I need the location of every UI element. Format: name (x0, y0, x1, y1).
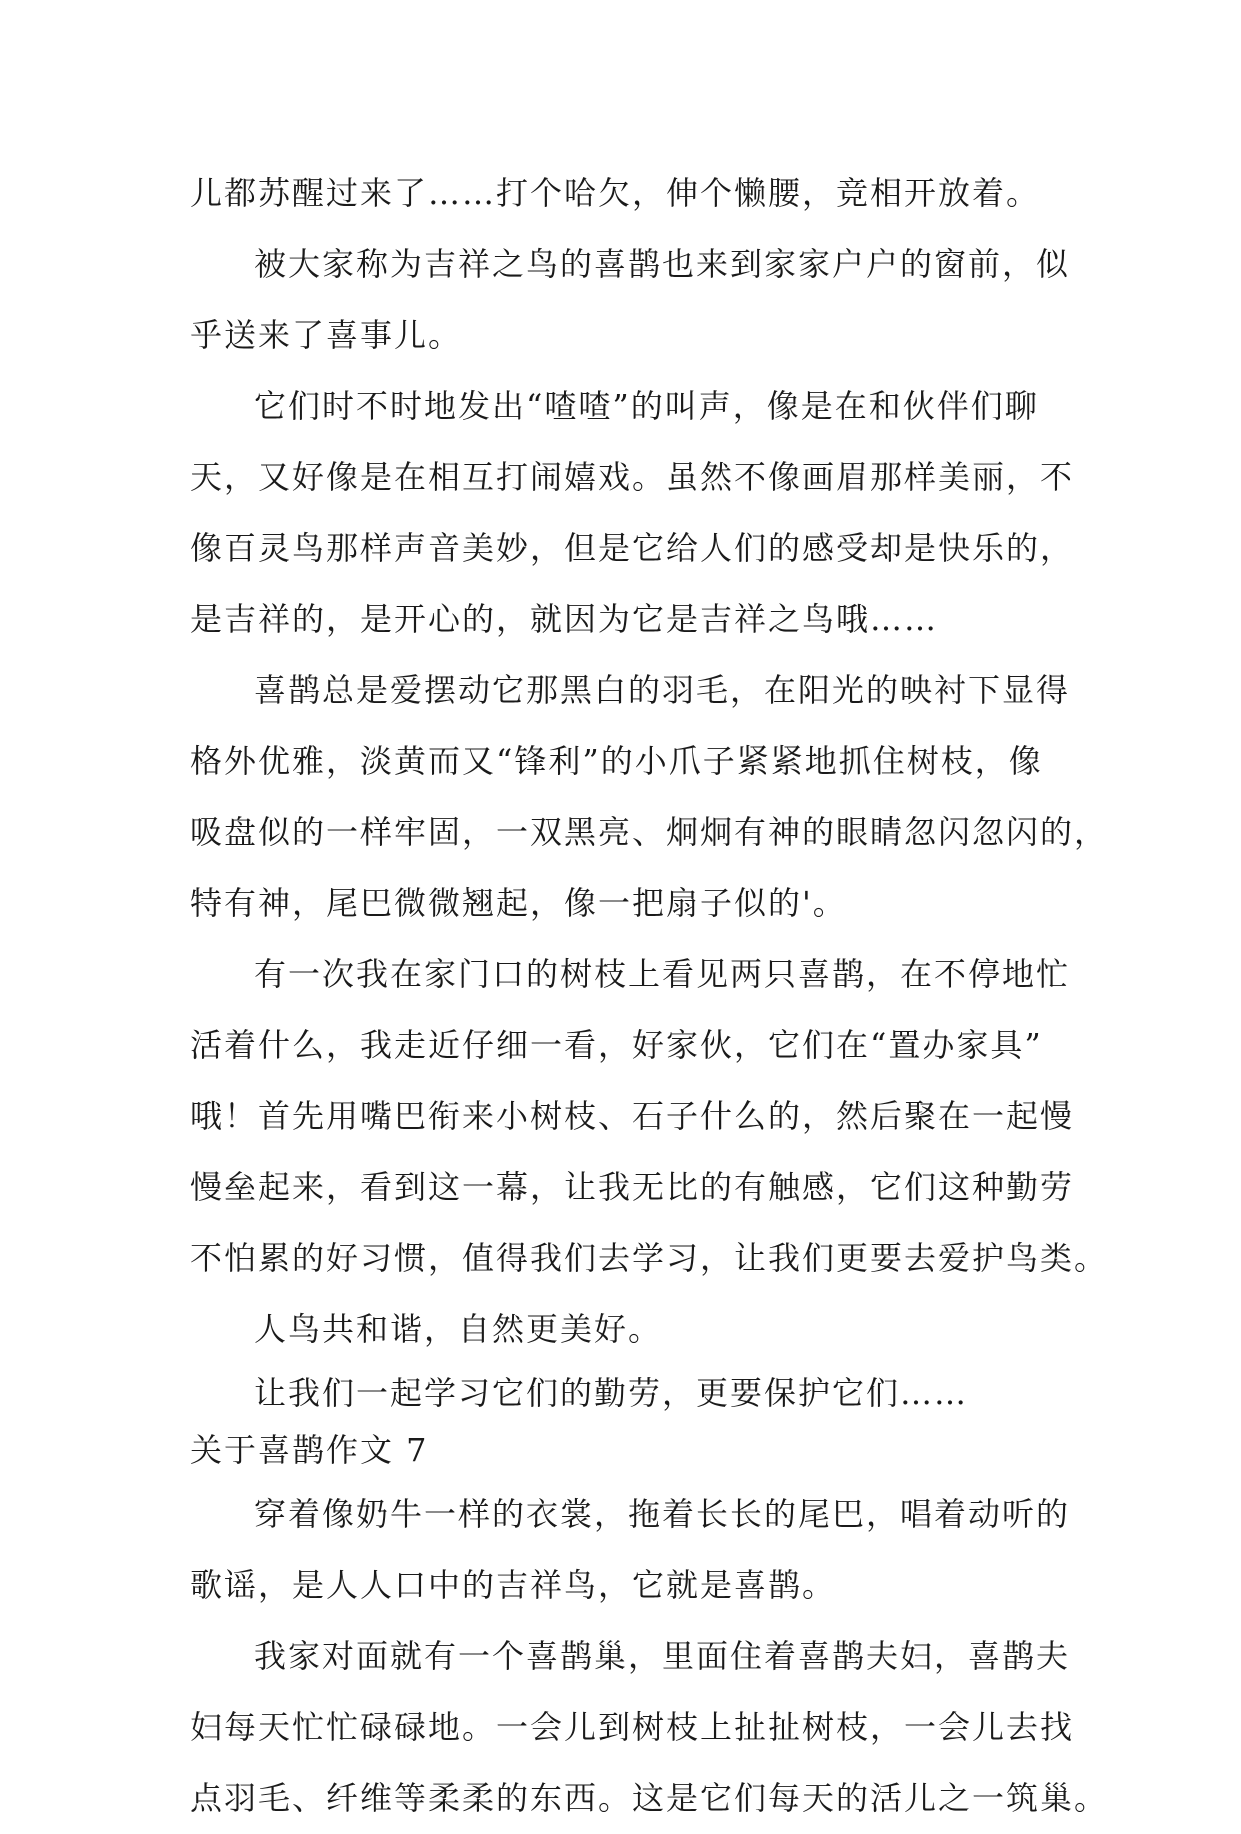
text-line: 格外优雅，淡黄而又“锋利”的小爪子紧紧地抓住树枝，像 (190, 742, 1043, 780)
text-line: 是吉祥的，是开心的，就因为它是吉祥之鸟哦…… (190, 600, 939, 638)
paragraph-start-line: 有一次我在家门口的树枝上看见两只喜鹊，在不停地忙 (254, 955, 1071, 993)
text-line: 点羽毛、纤维等柔柔的东西。这是它们每天的活儿之一筑巢。 (190, 1779, 1109, 1817)
text-line: 乎送来了喜事儿。 (190, 316, 463, 354)
essay-body (190, 158, 1109, 1834)
text-line: 吸盘似的一样牢固，一双黑亮、炯炯有神的眼睛忽闪忽闪的， (190, 813, 1109, 851)
paragraph-start-line: 喜鹊总是爱摆动它那黑白的羽毛，在阳光的映衬下显得 (254, 671, 1071, 709)
section-heading: 关于喜鹊作文 7 (190, 1431, 429, 1469)
text-line: 歌谣，是人人口中的吉祥鸟，它就是喜鹊。 (190, 1566, 837, 1604)
text-line: 天，又好像是在相互打闹嬉戏。虽然不像画眉那样美丽，不 (190, 458, 1075, 496)
text-line: 不怕累的好习惯，值得我们去学习，让我们更要去爱护鸟类。 (190, 1239, 1109, 1277)
text-line: 活着什么，我走近仔细一看，好家伙，它们在“置办家具” (190, 1026, 1043, 1064)
text-line: 特有神，尾巴微微翘起，像一把扇子似的'。 (190, 884, 847, 922)
paragraph-start-line: 让我们一起学习它们的勤劳，更要保护它们…… (254, 1374, 969, 1412)
text-line: 慢垒起来，看到这一幕，让我无比的有触感，它们这种勤劳 (190, 1168, 1075, 1206)
paragraph-start-line: 我家对面就有一个喜鹊巢，里面住着喜鹊夫妇，喜鹊夫 (254, 1637, 1071, 1675)
text-line: 像百灵鸟那样声音美妙，但是它给人们的感受却是快乐的， (190, 529, 1075, 567)
text-line: 儿都苏醒过来了……打个哈欠，伸个懒腰，竞相开放着。 (190, 174, 1041, 212)
text-line: 妇每天忙忙碌碌地。一会儿到树枝上扯扯树枝，一会儿去找 (190, 1708, 1075, 1746)
paragraph-start-line: 人鸟共和谐，自然更美好。 (254, 1310, 663, 1348)
paragraph-start-line: 被大家称为吉祥之鸟的喜鹊也来到家家户户的窗前，似 (254, 245, 1071, 283)
paragraph-start-line: 穿着像奶牛一样的衣裳，拖着长长的尾巴，唱着动听的 (254, 1495, 1071, 1533)
text-line: 哦！首先用嘴巴衔来小树枝、石子什么的，然后聚在一起慢 (190, 1097, 1075, 1135)
paragraph-start-line: 它们时不时地发出“喳喳”的叫声，像是在和伙伴们聊 (254, 387, 1039, 425)
